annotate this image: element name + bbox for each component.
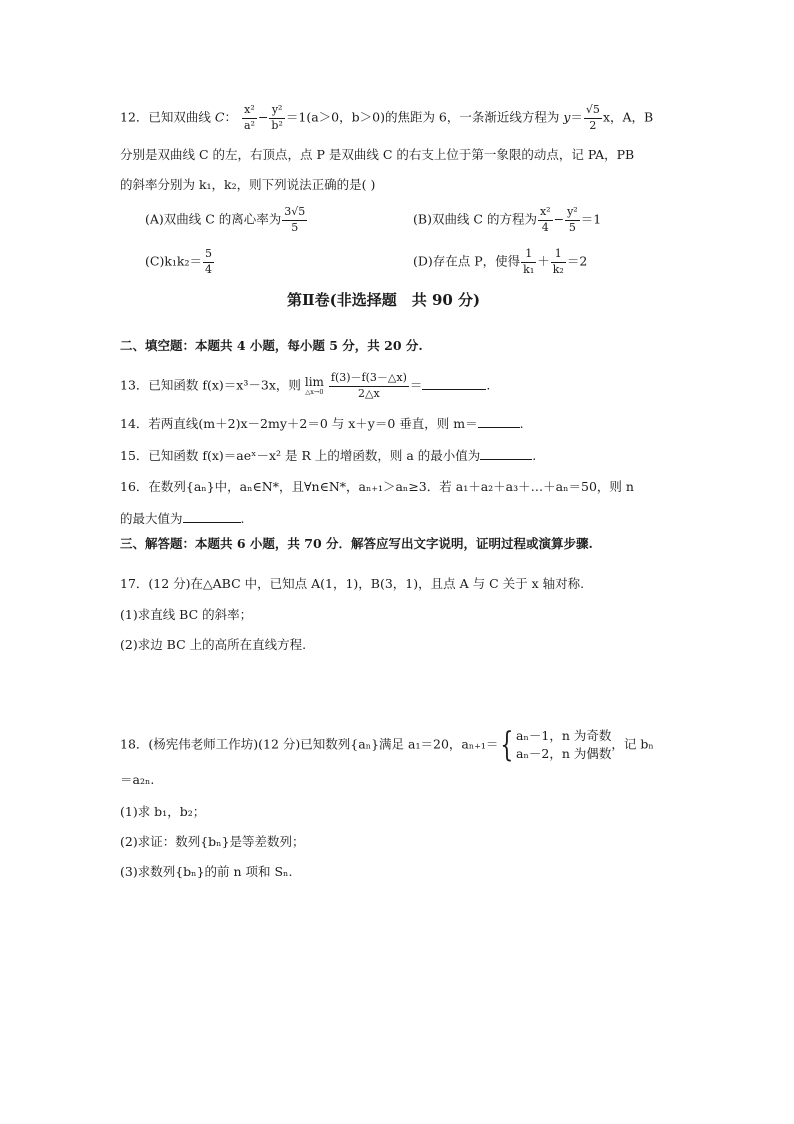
q15-answer-blank[interactable] bbox=[480, 459, 532, 460]
q16-line1: 16．在数列{aₙ}中，aₙ∈N*，且∀n∈N*，aₙ₊₁＞aₙ≥3．若 a₁＋a₂＋a₃＋…＋aₙ＝50，则 n bbox=[120, 479, 634, 494]
q12-line3: 的斜率分别为 k₁，k₂，则下列说法正确的是( ) bbox=[120, 177, 376, 192]
q13-text: 13．已知函数 f(x)＝x³－3x，则 bbox=[120, 377, 301, 393]
q12-option-b-fraction-2: $\frac{\text{y²}}{5}$ bbox=[567, 205, 578, 234]
q16-answer-blank[interactable] bbox=[183, 522, 241, 523]
q12-option-d: (D)存在点 P，使得 $\frac{1}{\text{k₁}}$ ＋ $\frac{1}{\text{k₂}}$ ＝2 bbox=[413, 247, 588, 276]
q12-option-d-fraction-2: $\frac{1}{\text{k₂}}$ bbox=[552, 247, 564, 276]
section-2-title: 第Ⅱ卷(非选择题 共 90 分) bbox=[287, 291, 481, 309]
q15-line: 15．已知函数 f(x)＝aeˣ－x² 是 R 上的增函数，则 a 的最小值为 . bbox=[120, 448, 537, 463]
q18-sub-2: (2)求证：数列{bₙ}是等差数列； bbox=[120, 834, 305, 849]
q12-fraction-y2-b2: $\frac{\text{y²}}{\text{b²}}$ bbox=[271, 103, 283, 132]
part-2-heading: 二、填空题：本题共 4 小题，每小题 5 分，共 20 分. bbox=[120, 338, 423, 353]
q18-text: 18．(杨宪伟老师工作坊)(12 分)已知数列{aₙ}满足 a₁＝20，aₙ₊₁＝ bbox=[120, 736, 499, 752]
q14-answer-blank[interactable] bbox=[478, 427, 520, 428]
q17-sub-1: (1)求直线 BC 的斜率； bbox=[120, 607, 253, 622]
q12-option-b: (B)双曲线 C 的方程为 $\frac{\text{x²}}{4}$ − $\frac{\text{y²}}{5}$ ＝1 bbox=[413, 205, 602, 234]
q13-answer-blank[interactable] bbox=[422, 389, 486, 390]
q18-sub-3: (3)求数列{bₙ}的前 n 项和 Sₙ. bbox=[120, 864, 293, 879]
q12-fraction-sqrt5-2: $\frac{√5}{2}$ bbox=[585, 103, 600, 132]
q14-line: 14．若两直线(m＋2)x－2my＋2＝0 与 x＋y＝0 垂直，则 m＝ . bbox=[120, 416, 524, 431]
q13-line: 13．已知函数 f(x)＝x³－3x，则 lim △x→0 $\frac{f(3)-f(3-\triangle x)}{2\triangle x}$ ＝ . bbox=[120, 371, 491, 400]
q12-line1 bbox=[120, 104, 653, 132]
q13-fraction: $\frac{f(3)-f(3-\triangle x)}{2\triangle x}$ bbox=[330, 371, 407, 400]
q18-cases: aₙ－1，n 为奇数 aₙ－2，n 为偶数 bbox=[516, 728, 612, 762]
q13-limit: lim △x→0 bbox=[304, 375, 324, 397]
q16-line2: 的最大值为 . bbox=[120, 511, 245, 526]
q12-option-b-fraction-1: $\frac{\text{x²}}{4}$ bbox=[539, 205, 551, 234]
q12-option-c: (C)k₁k₂＝ $\frac{5}{4}$ bbox=[145, 247, 212, 276]
q12-option-a-fraction: $\frac{3√5}{5}$ bbox=[284, 205, 306, 234]
q12-minus: − bbox=[257, 109, 269, 125]
q12-text: x，A，B bbox=[602, 109, 654, 125]
q18-brace: { bbox=[500, 725, 514, 766]
q12-text: 12．已知双曲线 bbox=[120, 109, 215, 125]
q18-line2: ＝a₂ₙ. bbox=[120, 772, 155, 787]
q12-option-a: (A)双曲线 C 的离心率为 $\frac{3√5}{5}$ bbox=[145, 205, 306, 234]
q12-option-c-fraction: $\frac{5}{4}$ bbox=[205, 247, 212, 276]
q17-line: 17．(12 分)在△ABC 中，已知点 A(1，1)，B(3，1)，且点 A 与 C 关于 x 轴对称. bbox=[120, 576, 585, 591]
q12-eq: ＝ bbox=[570, 109, 583, 125]
q12-var: y bbox=[563, 109, 571, 125]
q18-line1 bbox=[120, 725, 654, 766]
q18-sub-1: (1)求 b₁，b₂； bbox=[120, 804, 206, 819]
q12-line2: 分别是双曲线 C 的左，右顶点，点 P 是双曲线 C 的右支上位于第一象限的动点，记 PA，PB bbox=[120, 147, 635, 162]
q12-var: C bbox=[214, 109, 225, 125]
part-3-heading: 三、解答题：本题共 6 小题，共 70 分．解答应写出文字说明，证明过程或演算步骤. bbox=[120, 536, 593, 551]
q12-fraction-x2-a2: $\frac{\text{x²}}{\text{a²}}$ bbox=[243, 103, 255, 132]
q18-text: ，记 bₙ bbox=[611, 736, 654, 752]
q12-text: ： bbox=[224, 109, 237, 125]
q12-option-d-fraction-1: $\frac{1}{\text{k₁}}$ bbox=[523, 247, 535, 276]
q17-sub-2: (2)求边 BC 上的高所在直线方程. bbox=[120, 637, 307, 652]
q12-text: ＝1(a＞0，b＞0)的焦距为 6，一条渐近线方程为 bbox=[285, 109, 564, 125]
